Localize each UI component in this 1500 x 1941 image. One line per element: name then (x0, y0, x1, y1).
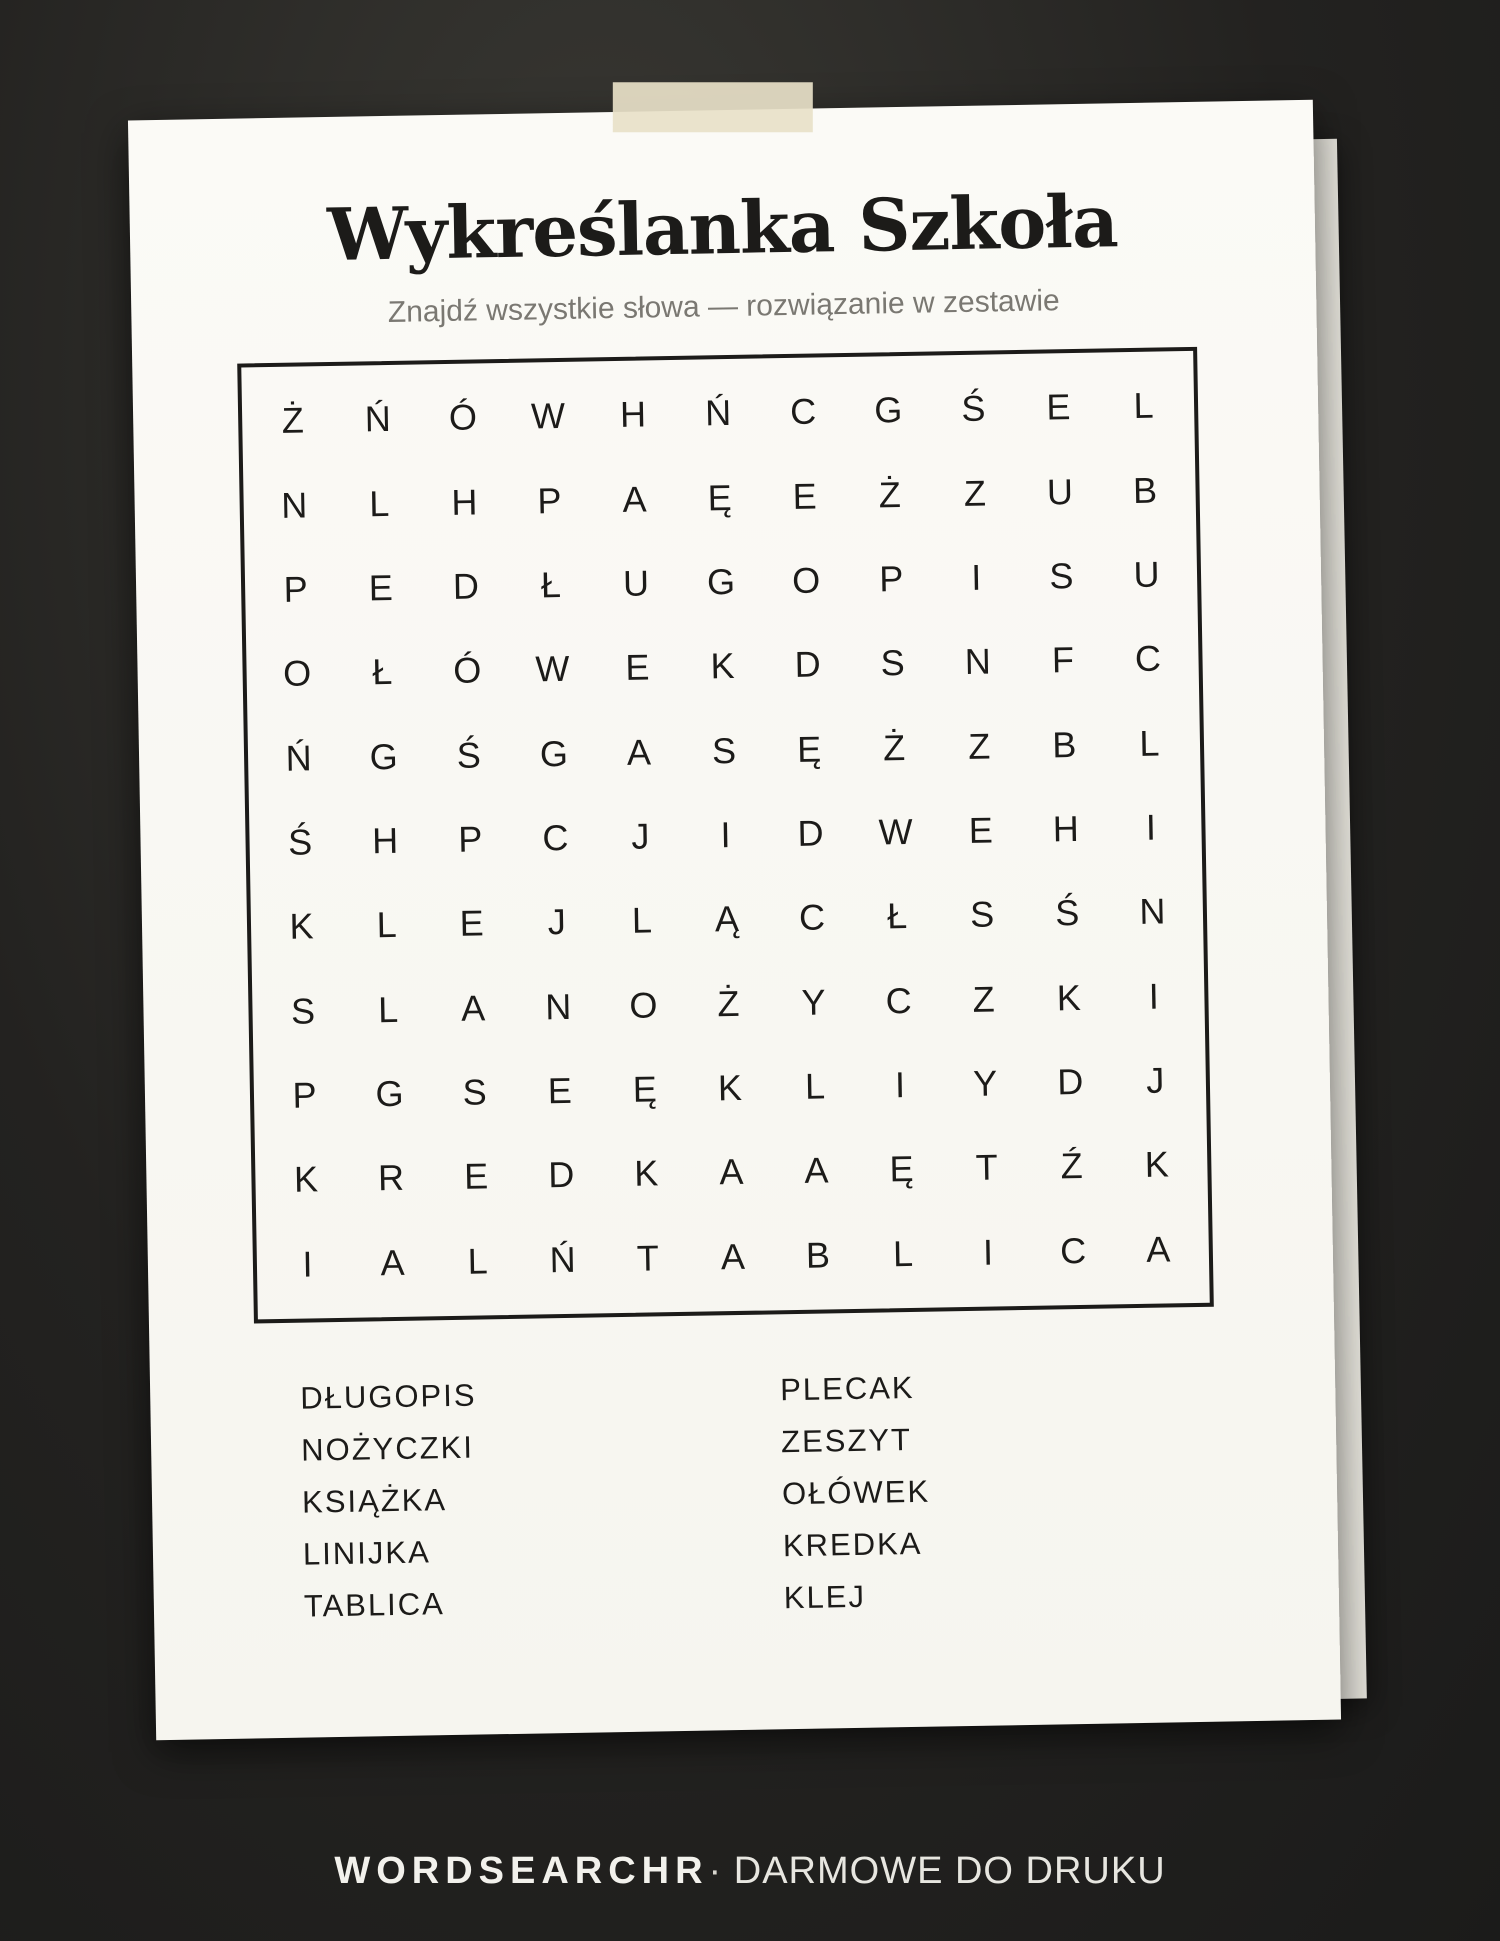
grid-cell: A (622, 478, 647, 520)
grid-cell: T (975, 1146, 998, 1189)
grid-cell: S (462, 1071, 488, 1113)
puzzle-title: Wykreślanka Szkoła (326, 178, 1119, 277)
word-list-item: PLECAK (779, 1369, 915, 1408)
grid-cell: A (626, 731, 652, 773)
grid-cell: P (283, 568, 309, 610)
grid-cell: E (368, 566, 394, 609)
grid-cell: L (804, 1065, 826, 1107)
grid-cell: C (885, 979, 912, 1022)
grid-cell: A (719, 1151, 744, 1193)
grid-cell: D (794, 643, 821, 686)
grid-cell: P (537, 479, 562, 521)
grid-cell: I (1148, 975, 1160, 1017)
word-list-left (300, 1370, 481, 1633)
grid-cell: Ł (371, 651, 393, 693)
grid-cell: G (369, 735, 399, 777)
grid-cell: G (539, 732, 569, 774)
grid-cell: I (302, 1243, 313, 1285)
grid-cell: L (892, 1232, 914, 1275)
grid-cell: S (969, 893, 995, 936)
grid-cell: Ń (285, 736, 312, 779)
grid-cell: J (547, 901, 567, 943)
grid-cell: C (541, 816, 569, 859)
grid-cell: I (1145, 806, 1157, 848)
grid-cell: D (452, 565, 480, 607)
word-list-right (780, 1362, 933, 1625)
grid-cell: N (280, 483, 308, 526)
grid-cell: O (791, 559, 821, 601)
grid-cell: O (282, 652, 312, 695)
grid-cell: I (982, 1231, 994, 1273)
grid-cell: Ż (878, 473, 902, 515)
grid-cell: Ę (889, 1148, 914, 1190)
grid-cell: A (804, 1149, 829, 1192)
grid-cell: Ś (961, 387, 986, 430)
footer-brand: WORDSEARCHR (334, 1850, 709, 1892)
grid-cell: Y (801, 981, 826, 1023)
grid-cell: L (376, 904, 398, 946)
grid-cell: Ń (704, 392, 732, 434)
grid-cell: L (1139, 722, 1160, 764)
grid-cell: H (451, 480, 478, 523)
grid-cell: F (1051, 639, 1075, 681)
grid-cell: K (717, 1066, 743, 1109)
grid-cell: A (380, 1241, 405, 1284)
grid-cell: E (792, 475, 818, 517)
word-list-item: KREDKA (782, 1525, 923, 1564)
grid-cell: A (720, 1235, 746, 1278)
grid-cell: B (1051, 723, 1077, 766)
grid-cell: E (625, 646, 650, 689)
grid-cell: Ę (707, 476, 732, 518)
grid-cell: L (631, 899, 653, 942)
grid-cell: U (1133, 553, 1160, 595)
grid-cell: K (289, 905, 314, 948)
grid-cell: T (636, 1237, 660, 1279)
grid-cell: Ł (886, 895, 908, 937)
grid-cell: Z (972, 978, 996, 1020)
word-list-item: DŁUGOPIS (299, 1377, 477, 1416)
grid-cell: L (368, 482, 390, 524)
grid-cell: N (1139, 890, 1166, 933)
grid-cell: H (619, 393, 647, 436)
grid-cell: Ń (549, 1238, 577, 1281)
grid-cell: C (1134, 637, 1162, 680)
grid-cell: E (1046, 386, 1071, 428)
grid-cell: Ę (796, 728, 822, 770)
grid-cell: K (293, 1158, 319, 1201)
grid-cell: H (1052, 807, 1080, 850)
letter-grid (237, 347, 1214, 1324)
grid-cell: N (964, 640, 992, 683)
grid-cell: W (530, 395, 566, 437)
word-list-item: ZESZYT (780, 1421, 913, 1460)
grid-cell: I (970, 556, 982, 598)
grid-cell: K (633, 1152, 659, 1195)
grid-cell: Ó (452, 649, 482, 692)
grid-cell: P (878, 557, 904, 600)
grid-cell: C (1059, 1229, 1087, 1272)
grid-cell: Ą (714, 898, 740, 940)
grid-cell: O (629, 984, 658, 1026)
grid-cell: J (1145, 1059, 1165, 1101)
grid-cell: S (290, 990, 316, 1032)
grid-cell: R (377, 1157, 405, 1199)
grid-cell: Ę (632, 1068, 658, 1110)
footer-separator: · (708, 1850, 723, 1892)
grid-cell: N (544, 985, 572, 1028)
tape-strip (613, 82, 813, 132)
grid-cell: I (720, 814, 731, 856)
grid-cell: Ż (717, 982, 740, 1025)
grid-cell: W (878, 810, 913, 853)
word-list-item: TABLICA (303, 1586, 446, 1624)
footer (0, 1850, 1500, 1893)
grid-cell: G (375, 1072, 404, 1115)
grid-cell: Z (963, 472, 987, 514)
grid-cell: C (789, 390, 817, 433)
grid-cell: Ś (1054, 892, 1080, 934)
grid-cell: P (292, 1074, 317, 1116)
grid-cell: L (467, 1240, 489, 1282)
grid-cell: G (706, 560, 736, 603)
grid-cell: U (1046, 470, 1074, 513)
grid-cell: U (622, 562, 650, 604)
grid-cell: Ń (364, 398, 392, 440)
grid-cell: W (535, 648, 570, 690)
footer-tagline: DARMOWE DO DRUKU (733, 1850, 1166, 1892)
grid-cell: E (547, 1069, 573, 1112)
puzzle-subtitle: Znajdź wszystkie słowa — rozwiązanie w zestawie (387, 284, 1060, 329)
grid-cell: D (797, 812, 824, 854)
grid-cell: D (547, 1154, 575, 1196)
word-list-item: LINIJKA (302, 1534, 432, 1572)
grid-cell: L (1133, 384, 1154, 427)
puzzle-sheet (128, 100, 1341, 1740)
grid-cell: B (805, 1234, 831, 1276)
grid-cell: Ś (287, 821, 313, 863)
word-list-item: OŁÓWEK (781, 1473, 931, 1512)
grid-cell: P (457, 818, 483, 860)
grid-cell: K (1056, 976, 1082, 1019)
grid-cell: C (798, 896, 826, 939)
grid-cell: Ż (281, 399, 305, 441)
grid-cell: E (968, 809, 994, 851)
grid-cell: Ł (540, 563, 562, 606)
grid-cell: E (463, 1155, 489, 1198)
word-list-item: KSIĄŻKA (301, 1482, 448, 1520)
word-list-item: KLEJ (783, 1578, 867, 1616)
grid-cell: Ś (456, 734, 482, 776)
grid-cell: B (1132, 469, 1158, 511)
word-list-item: NOŻYCZKI (300, 1429, 475, 1468)
grid-cell: K (710, 645, 735, 687)
grid-cell: E (459, 902, 485, 945)
grid-cell: I (894, 1064, 906, 1106)
grid-cell: K (1144, 1143, 1170, 1186)
grid-cell: L (377, 988, 399, 1030)
grid-cell: Y (972, 1062, 998, 1104)
grid-cell: Z (967, 725, 991, 767)
grid-cell: J (631, 815, 650, 857)
grid-cell: A (1145, 1228, 1171, 1270)
grid-cell: H (371, 819, 399, 862)
grid-cell: A (460, 987, 486, 1029)
grid-cell: Ź (1060, 1145, 1084, 1187)
grid-cell: S (1049, 554, 1074, 597)
grid-cell: Ó (448, 396, 478, 439)
grid-cell: D (1056, 1061, 1084, 1103)
grid-cell: G (873, 389, 903, 431)
grid-cell: S (880, 642, 906, 684)
grid-cell: Ż (882, 726, 906, 769)
grid-cell: S (711, 729, 737, 771)
